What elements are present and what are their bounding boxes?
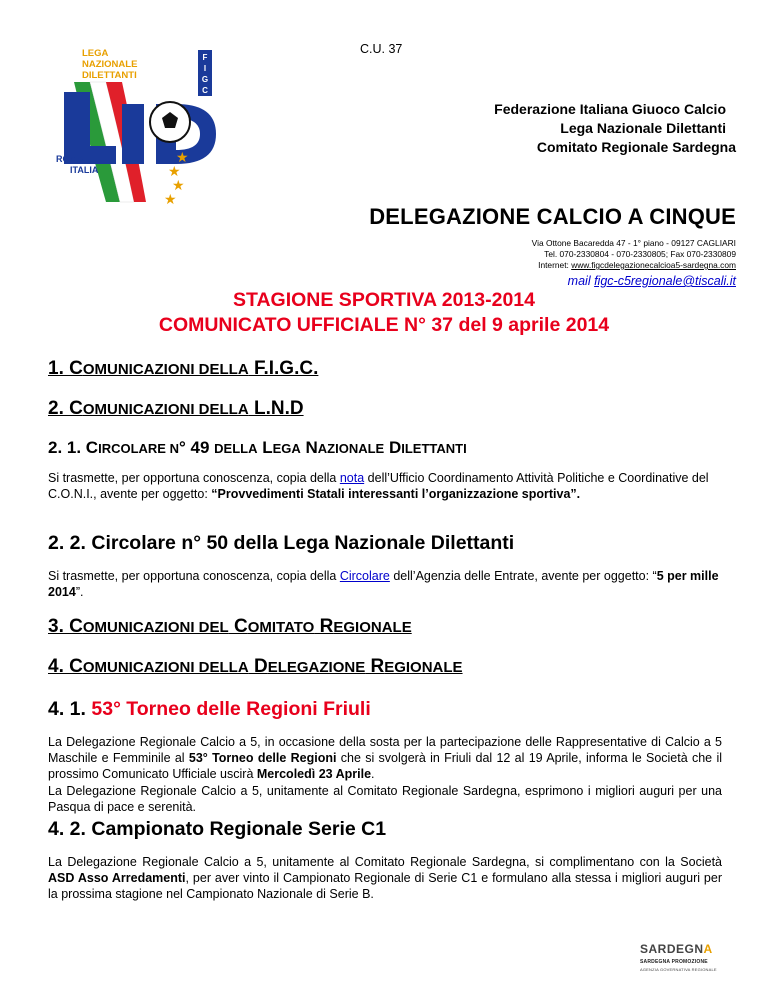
section-2-1-heading: 2. 1. CIRCOLARE N° 49 DELLA LEGA NAZIONALE DILETTANTI [48, 438, 467, 457]
star-icon: ★ [164, 191, 177, 207]
circolare-link[interactable]: Circolare [339, 569, 390, 583]
fed-line-1: Federazione Italiana Giuoco Calcio [494, 101, 726, 117]
section-2-1-text: Si trasmette, per opportuna conoscenza, copia della nota dell’Ufficio Coordinamento Attività Politiche e Coordinative del C.O.N.I., avente per oggetto: “Provvedimenti Statali interessanti l’organizzazione sportiva”. [48, 471, 709, 502]
phone: Tel. 070-2330804 - 070-2330805; Fax 070-2330809 [544, 249, 736, 259]
delegazione-title: DELEGAZIONE CALCIO A CINQUE [369, 204, 736, 229]
logo-nazionale: NAZIONALE [82, 59, 138, 70]
section-2-2-heading: 2. 2. Circolare n° 50 della Lega Nazionale Dilettanti [48, 532, 515, 554]
star-icon: ★ [176, 149, 189, 165]
figc-letter-g: G [201, 75, 209, 84]
delegazione-block [369, 204, 736, 288]
internet-link[interactable]: www.figcdelegazionecalcioa5-sardegna.com [571, 260, 736, 270]
section-2-2-text: Si trasmette, per opportuna conoscenza, copia della Circolare dell’Agenzia delle Entrate, avente per oggetto: “5 per mille 2014”. [48, 569, 719, 600]
mail-line [369, 274, 736, 288]
mail-label: mail [567, 274, 595, 288]
fed-line-2: Lega Nazionale Dilettanti [560, 120, 726, 136]
figc-letter-i: I [203, 64, 207, 73]
sardegna-promozione-logo: SARDEGNA SARDEGNA PROMOZIONE AGENZIA GOVERNATIVA REGIONALE [640, 942, 717, 972]
section-2-heading: 2. COMUNICAZIONI DELLA L.N.D [48, 398, 304, 419]
section-4-heading: 4. COMUNICAZIONI DELLA DELEGAZIONE REGIONALE [48, 656, 463, 677]
mail-link[interactable]: figc-c5regionale@tiscali.it [594, 274, 736, 288]
nota-link[interactable]: nota [339, 471, 365, 485]
figc-letter-c: C [202, 86, 208, 95]
document-code: C.U. 37 [360, 42, 403, 56]
federation-header [494, 100, 736, 157]
internet-label: Internet: [538, 260, 572, 270]
internet-line [369, 260, 736, 271]
section-4-1-heading: 4. 1. 53° Torneo delle Regioni Friuli [48, 698, 371, 720]
star-icon: ★ [168, 163, 181, 179]
stagione-heading [0, 288, 768, 338]
lnd-logo [46, 42, 226, 212]
logo-dilettanti: DILETTANTI [82, 70, 137, 81]
star-icon: ★ [172, 177, 185, 193]
logo-italia: ITALIA [70, 165, 99, 175]
logo-roma: ROMA [56, 154, 84, 164]
section-4-2-heading: 4. 2. Campionato Regionale Serie C1 [48, 818, 387, 840]
section-3-heading: 3. COMUNICAZIONI DEL COMITATO REGIONALE [48, 616, 412, 637]
address: Via Ottone Bacaredda 47 - 1° piano - 09127 CAGLIARI [531, 238, 736, 248]
fed-line-3: Comitato Regionale Sardegna [536, 139, 736, 155]
section-1-heading: 1. COMUNICAZIONI DELLA F.I.G.C. [48, 358, 319, 379]
logo-lega: LEGA [82, 48, 109, 59]
section-4-1-text: La Delegazione Regionale Calcio a 5, in occasione della sosta per la partecipazione delle Rappresentative di Calcio a 5 Maschile e Femminile al 53° Torneo delle Regioni che si svolgerà in Friuli dal 12 al 19 Aprile, informa le Società che il prossimo Comunicato Ufficiale uscirà Mercoledì 23 Aprile. La Delegazione Regionale Calcio a 5, unitamente al Comitato Regionale Sardegna, esprimono i migliori auguri per una Pasqua di pace e serenità. [48, 735, 722, 814]
figc-letter-f: F [202, 53, 208, 62]
stagione-line-2: COMUNICATO UFFICIALE N° 37 del 9 aprile 2014 [158, 314, 610, 336]
section-4-2-text: La Delegazione Regionale Calcio a 5, unitamente al Comitato Regionale Sardegna, si complimentano con la Società ASD Asso Arredamenti, per aver vinto il Campionato Regionale di Serie C1 e formulano alla stessa i migliori auguri per la prossima stagione nel Campionato Nazionale di Serie B. [48, 855, 722, 902]
stagione-line-1: STAGIONE SPORTIVA 2013-2014 [233, 289, 535, 311]
